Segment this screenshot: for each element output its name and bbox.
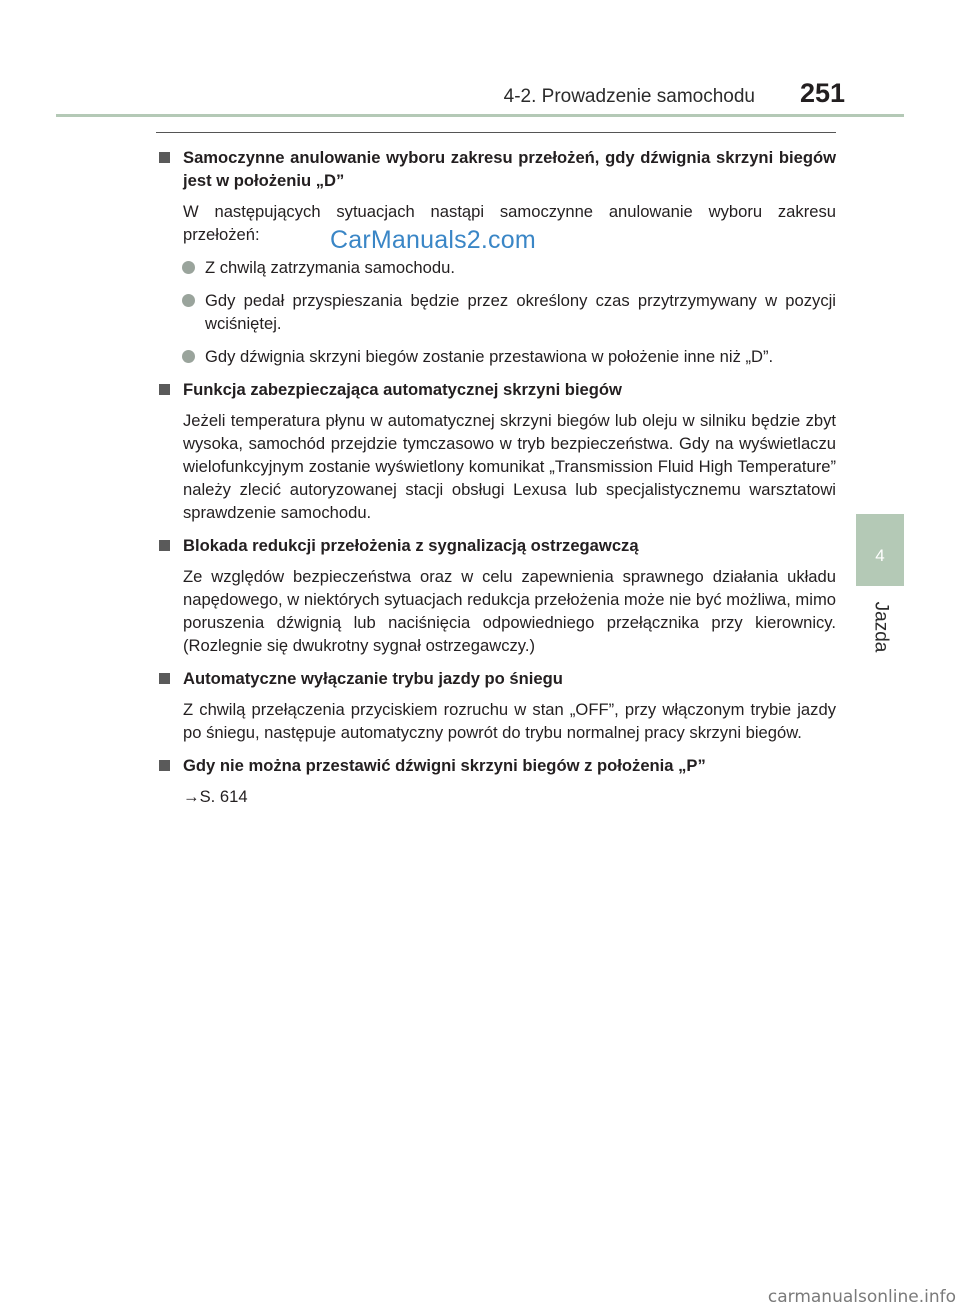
footer-watermark: carmanualsonline.info [767,1287,956,1307]
section-snow-mode [158,667,836,744]
watermark: CarManuals2.com [330,226,536,254]
section-shift-from-p [158,754,836,808]
section-heading: Automatyczne wyłączanie trybu jazdy po śniegu [158,667,836,690]
page-header [0,0,960,120]
section-text: Ze względów bezpieczeństwa oraz w celu zapewnienia sprawnego działania układu napędowego, w niektórych sytuacjach redukcja przełożenia może nie być możliwa, mimo poruszenia dźwignią lub naciśnięcia odpowiedniego przełącznika przy kierownicy. (Rozlegnie się dwukrotny sygnał ostrzegawczy.) [183,567,836,655]
square-bullet-icon [159,152,170,163]
section-heading: Funkcja zabezpieczająca automatycznej skrzyni biegów [158,378,836,401]
content-divider [156,132,836,133]
section-text: Jeżeli temperatura płynu w automatycznej skrzyni biegów lub oleju w silniku będzie zbyt wysoka, samochód przejdzie tymczasowo w tryb bezpieczeństwa. Gdy na wyświetlaczu wielofunkcyjnym zostanie wyświetlony komunikat „Transmission Fluid High Temperature” należy zlecić autoryzowanej stacji obsługi Lexusa lub specjalistycznemu warsztatowi sprawdzenie samochodu. [183,411,836,522]
section-title: 4-2. Prowadzenie samochodu [503,86,755,107]
square-bullet-icon [159,384,170,395]
chapter-tab [856,514,904,586]
page-content [158,146,836,818]
page-reference-link[interactable]: →S. 614 [183,787,248,806]
section-protection [158,378,836,524]
section-heading: Gdy nie można przestawić dźwigni skrzyni biegów z położenia „P” [158,754,836,777]
square-bullet-icon [159,760,170,771]
list-item: Z chwilą zatrzymania samochodu. [158,256,836,279]
section-downshift-lock [158,534,836,657]
circle-bullet-icon [182,261,195,274]
chapter-label: Jazda [870,601,892,653]
list-item: Gdy dźwignia skrzyni biegów zostanie przestawiona w położenie inne niż „D”. [158,345,836,368]
section-heading: Blokada redukcji przełożenia z sygnalizacją ostrzegawczą [158,534,836,557]
page-number: 251 [800,78,846,108]
section-text: W następujących sytuacjach nastąpi samoczynne anulowanie wyboru zakresu przełożeń: [183,202,836,244]
chapter-number: 4 [875,546,885,565]
header-divider [56,114,904,117]
circle-bullet-icon [182,350,195,363]
list-item: Gdy pedał przyspieszania będzie przez określony czas przytrzymywany w pozycji wciśniętej. [158,289,836,335]
chapter-label-container [856,592,904,662]
section-heading: Samoczynne anulowanie wyboru zakresu przełożeń, gdy dźwignia skrzyni biegów jest w położeniu „D” [158,146,836,192]
section-text: Z chwilą przełączenia przyciskiem rozruchu w stan „OFF”, przy włączonym trybie jazdy po śniegu, następuje automatyczny powrót do trybu normalnej pracy skrzyni biegów. [183,700,836,742]
section-auto-cancel [158,146,836,368]
square-bullet-icon [159,540,170,551]
circle-bullet-icon [182,294,195,307]
square-bullet-icon [159,673,170,684]
